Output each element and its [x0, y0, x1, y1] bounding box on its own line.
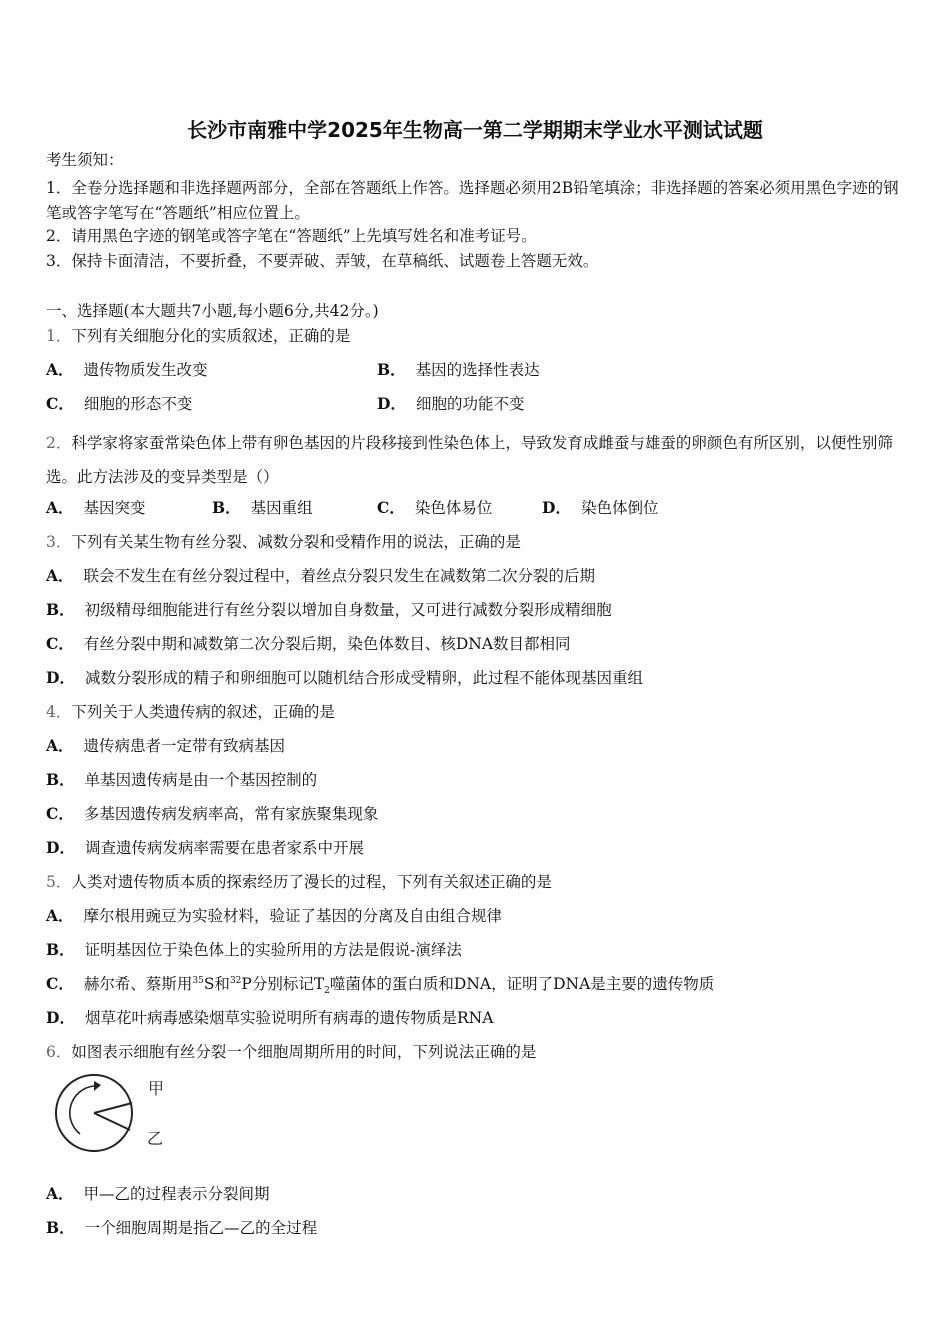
question-stem: 下列有关某生物有丝分裂、减数分裂和受精作用的说法，正确的是 — [71, 533, 521, 551]
question-stem: 人类对遗传物质本质的探索经历了漫长的过程，下列有关叙述正确的是 — [71, 873, 552, 891]
option-2c[interactable]: C． 染色体易位 — [377, 498, 493, 517]
option-4b[interactable]: B． 单基因遗传病是由一个基因控制的 — [46, 770, 318, 789]
question-4 — [46, 702, 335, 722]
option-1c[interactable]: C． 细胞的形态不变 — [46, 394, 193, 413]
option-3d[interactable]: D． 减数分裂形成的精子和卵细胞可以随机结合形成受精卵，此过程不能体现基因重组 — [46, 668, 643, 687]
question-stem: 下列有关细胞分化的实质叙述，正确的是 — [71, 327, 351, 345]
option-1a[interactable]: A． 遗传物质发生改变 — [46, 360, 208, 379]
option-4d[interactable]: D． 调查遗传病发病率需要在患者家系中开展 — [46, 838, 364, 857]
question-stem: 下列关于人类遗传病的叙述，正确的是 — [71, 703, 335, 721]
question-3 — [46, 532, 521, 552]
question-number: 5． — [46, 873, 72, 891]
notice-item-3: 3．保持卡面清洁，不要折叠，不要弄破、弄皱，在草稿纸、试题卷上答题无效。 — [46, 252, 599, 270]
option-4a[interactable]: A． 遗传病患者一定带有致病基因 — [46, 736, 286, 755]
question-number: 4． — [46, 703, 72, 721]
question-1 — [46, 326, 350, 346]
option-3b[interactable]: B． 初级精母细胞能进行有丝分裂以增加自身数量，又可进行减数分裂形成精细胞 — [46, 600, 612, 619]
notice-item-1: 1．全卷分选择题和非选择题两部分，全部在答题纸上作答。选择题必须用2B铅笔填涂；非选择题的答案必须用黑色字迹的钢笔或答字笔写在“答题纸”相应位置上。 — [46, 179, 899, 222]
question-6 — [46, 1042, 536, 1062]
label-jia: 甲 — [148, 1079, 165, 1098]
radius-jia — [94, 1103, 132, 1113]
question-number: 1． — [46, 327, 72, 345]
option-5b[interactable]: B． 证明基因位于染色体上的实验所用的方法是假说-演绎法 — [46, 940, 462, 959]
question-number: 6． — [46, 1043, 72, 1061]
question-stem: 科学家将家蚕常染色体上带有卵色基因的片段移接到性染色体上，导致发育成雌蚕与雄蚕的卵颜色有所区别，以便性别筛选。此方法涉及的变异类型是（） — [46, 434, 893, 486]
label-yi: 乙 — [147, 1129, 164, 1148]
option-3a[interactable]: A． 联会不发生在有丝分裂过程中，着丝点分裂只发生在减数第二次分裂的后期 — [46, 566, 596, 585]
page-title: 长沙市南雅中学2025年生物高一第二学期期末学业水平测试试题 — [187, 118, 763, 142]
option-1d[interactable]: D． 细胞的功能不变 — [377, 394, 525, 413]
option-6b[interactable]: B． 一个细胞周期是指乙—乙的全过程 — [46, 1218, 318, 1237]
question-5 — [46, 872, 552, 892]
radius-yi — [94, 1113, 130, 1130]
notice-heading: 考生须知： — [46, 151, 124, 169]
option-3c[interactable]: C． 有丝分裂中期和减数第二次分裂后期，染色体数目、核DNA数目都相同 — [46, 634, 571, 653]
option-1b[interactable]: B． 基因的选择性表达 — [377, 360, 540, 379]
section-heading: 一、选择题(本大题共7小题,每小题6分,共42分。) — [46, 302, 379, 320]
option-5d[interactable]: D． 烟草花叶病毒感染烟草实验说明所有病毒的遗传物质是RNA — [46, 1008, 494, 1027]
notice-item-2: 2．请用黑色字迹的钢笔或答字笔在“答题纸”上先填写姓名和准考证号。 — [46, 227, 537, 245]
question-2 — [46, 426, 904, 494]
question-stem: 如图表示细胞有丝分裂一个细胞周期所用的时间，下列说法正确的是 — [71, 1043, 537, 1061]
option-2d[interactable]: D． 染色体倒位 — [542, 498, 659, 517]
option-2b[interactable]: B． 基因重组 — [212, 498, 313, 517]
option-5a[interactable]: A． 摩尔根用豌豆为实验材料，验证了基因的分离及自由组合规律 — [46, 906, 503, 925]
option-5c[interactable]: C． 赫尔希、蔡斯用$^{35}$S和$^{32}$P分别标记$T_2$噬菌体的蛋白质和DNA，证明了DNA是主要的遗传物质 — [46, 974, 715, 997]
option-6a[interactable]: A． 甲—乙的过程表示分裂间期 — [46, 1184, 270, 1203]
option-4c[interactable]: C． 多基因遗传病发病率高，常有家族聚集现象 — [46, 804, 379, 823]
cell-cycle-figure — [50, 1070, 180, 1160]
option-2a[interactable]: A． 基因突变 — [46, 498, 146, 517]
question-number: 3． — [46, 533, 72, 551]
question-number: 2． — [46, 434, 72, 452]
arrowhead-icon — [94, 1081, 101, 1091]
cycle-arc-arrow — [70, 1086, 94, 1134]
